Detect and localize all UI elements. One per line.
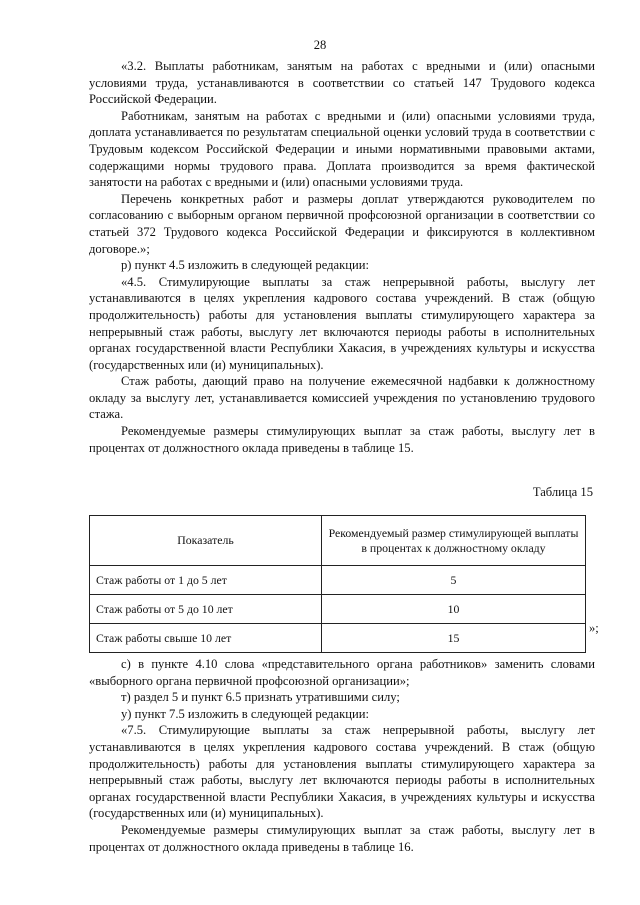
header-recommended-size: Рекомендуемый размер стимулирующей выплаты в процентах к должностному окладу [322,516,586,566]
paragraph-3-2: «3.2. Выплаты работникам, занятым на работах с вредными и (или) опасными условиями труда, устанавливаются в соответствии со статьей 147 Трудового кодекса Российской Федерации. [89,59,595,107]
row-label: Стаж работы от 5 до 10 лет [90,595,322,624]
table-caption: Таблица 15 [532,485,593,499]
paragraph-item-r: р) пункт 4.5 изложить в следующей редакции: [121,258,369,273]
row-label: Стаж работы свыше 10 лет [90,624,322,653]
table-row [90,566,586,595]
table-15 [89,515,586,653]
row-value: 15 [322,624,586,653]
paragraph-7-5: «7.5. Стимулирующие выплаты за стаж непрерывной работы, выслугу лет устанавливаются в целях укрепления кадрового состава учреждений. В стаж (общую продолжительность) работы для установления выплаты стимулирующего характера за непрерывный стаж работы, выслугу лет включаются периоды работы в исполнительных органах государственной власти Республики Хакасия, в учреждениях культуры и искусства (государственных или (и) муниципальных). [89,723,595,821]
paragraph-seniority: Стаж работы, дающий право на получение ежемесячной надбавки к должностному окладу за выслугу лет, устанавливается комиссией учреждения по установлению трудового стажа. [89,374,595,422]
paragraph-works-list: Перечень конкретных работ и размеры доплат утверждаются руководителем по согласованию с выборным органом первичной профсоюзной организации в соответствии со статьей 372 Трудового кодекса Российской Федерации и фиксируются в коллективном договоре.»; [89,191,595,256]
row-label: Стаж работы от 1 до 5 лет [90,566,322,595]
row-value: 5 [322,566,586,595]
table-row [90,624,586,653]
row-value: 10 [322,595,586,624]
paragraph-table16-ref: Рекомендуемые размеры стимулирующих выплат за стаж работы, выслугу лет в процентах от должностного оклада приведены в таблице 16. [89,822,595,854]
text-block-bottom [89,656,595,855]
header-indicator: Показатель [90,516,322,566]
paragraph-item-u: у) пункт 7.5 изложить в следующей редакции: [121,706,369,721]
text-block-top [89,58,595,456]
page-number: 28 [313,38,327,52]
table-row [90,595,586,624]
paragraph-item-t: т) раздел 5 и пункт 6.5 признать утратившими силу; [121,690,400,705]
paragraph-4-5: «4.5. Стимулирующие выплаты за стаж непрерывной работы, выслугу лет устанавливаются в целях укрепления кадрового состава учреждений. В стаж (общую продолжительность) работы для установления выплаты стимулирующего характера за непрерывный стаж работы, выслугу лет включаются периоды работы в исполнительных органах государственной власти Республики Хакасия, в учреждениях культуры и искусства (государственных или (и) муниципальных). [89,274,595,372]
paragraph-item-s: с) в пункте 4.10 слова «представительного органа работников» заменить словами «выборного органа первичной профсоюзной организации»; [89,657,595,688]
paragraph-surcharge: Работникам, занятым на работах с вредными и (или) опасными условиями труда, доплата устанавливается по результатам специальной оценки условий труда в соответствии с Трудовым кодексом Российской Федерации и иными нормативными правовыми актами, содержащими нормы трудового права. Доплата производится за время фактической занятости на работах с вредными и (или) опасными условиями труда. [89,108,595,190]
table-header-row [90,516,586,566]
table-closing-quote: »; [589,621,599,635]
paragraph-table15-ref: Рекомендуемые размеры стимулирующих выплат за стаж работы, выслугу лет в процентах от должностного оклада приведены в таблице 15. [89,424,595,455]
